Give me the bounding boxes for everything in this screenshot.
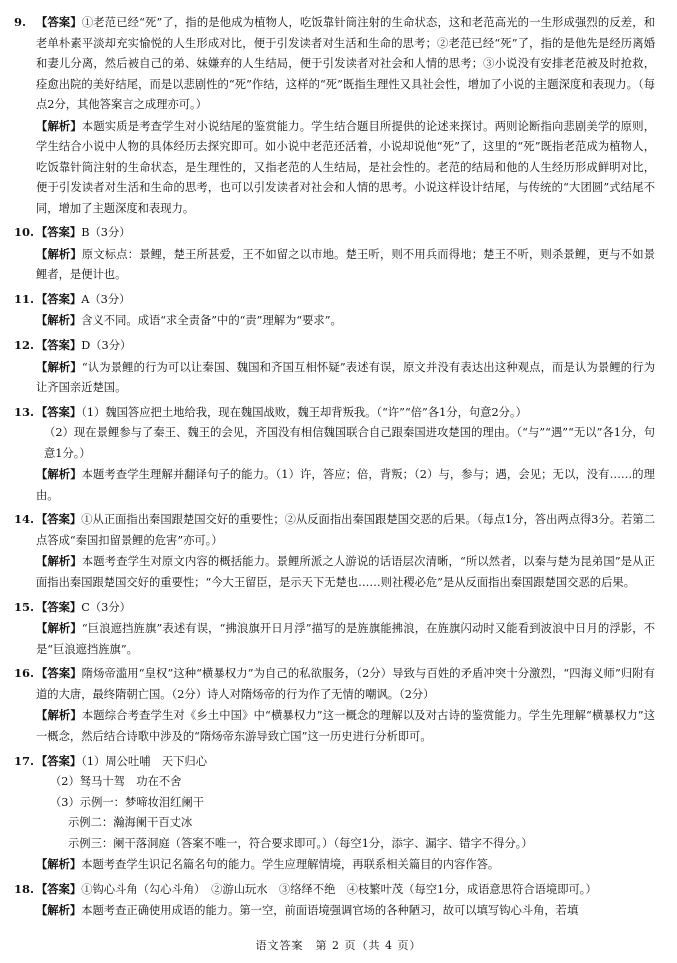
answer-paragraph — [36, 751, 655, 773]
question-body — [36, 597, 655, 661]
paragraph-text: A（3分） — [81, 292, 131, 306]
question-item — [14, 335, 655, 399]
analysis-tag: 【解析】 — [36, 467, 82, 482]
answer-tag: 【答案】 — [36, 291, 82, 306]
paragraph-text: （1）魏国答应把土地给我，现在魏国战败，魏王却背叛我。（“许”“倍”各1分，句意2分。） — [81, 405, 527, 419]
answer-tag: 【答案】 — [36, 666, 82, 681]
question-body — [36, 879, 655, 922]
analysis-paragraph — [36, 357, 655, 399]
question-number: 12. — [14, 338, 35, 353]
answer-paragraph — [36, 879, 655, 901]
question-body — [36, 222, 655, 286]
paragraph-text: 原文标点：景鲤，楚王所甚爱，王不如留之以市地。楚王听，则不用兵而得地；楚王不听，则杀景鲤，更与不如景鲤者，是便计也。 — [36, 247, 655, 282]
question-body — [36, 289, 655, 332]
question-number: 13. — [14, 404, 35, 419]
paragraph-text: B（3分） — [81, 226, 131, 240]
paragraph-text: 本题考查学生理解并翻译句子的能力。（1）许，答应；倍，背叛；（2）与，参与；遇，会见；无以，没有……的理由。 — [36, 468, 655, 502]
analysis-paragraph — [36, 854, 655, 876]
paragraph-text: 本题考查学生识记名篇名句的能力。学生应理解情境，再联系相关篇目的内容作答。 — [81, 858, 500, 871]
paragraph-text: ①钩心斗角（勾心斗角） ②游山玩水 ③络绎不绝 ④枝繁叶茂（每空1分，成语意思符合语境即可。） — [81, 882, 597, 896]
answer-paragraph — [36, 402, 655, 424]
analysis-paragraph — [36, 551, 655, 593]
paragraph-text: D（3分） — [81, 339, 132, 353]
answer-paragraph — [36, 793, 655, 814]
paragraph-text: 本题综合考查学生对《乡土中国》中“横暴权力”这一概念的理解以及对古诗的鉴赏能力。学生先理解“横暴权力”这一概念，然后结合诗歌中涉及的“隋炀帝东游导致亡国”这一历史进行分析即可。 — [36, 709, 655, 743]
analysis-tag: 【解析】 — [36, 903, 82, 918]
question-item — [14, 222, 655, 286]
paragraph-text: 本题考查正确使用成语的能力。第一空，前面语境强调官场的各种陋习，故可以填写钩心斗角，若填 — [81, 904, 579, 918]
question-number: 16. — [14, 666, 35, 681]
question-body — [36, 335, 655, 399]
paragraph-text: （2）驽马十驾 功在不舍 — [50, 775, 182, 788]
analysis-tag: 【解析】 — [36, 313, 82, 328]
analysis-paragraph — [36, 618, 655, 660]
paragraph-text: “认为景鲤的行为可以让秦国、魏国和齐国互相怀疑”表述有误，原文并没有表达出这种观点，而是认为景鲤的行为让齐国亲近楚国。 — [36, 360, 655, 395]
analysis-paragraph — [36, 310, 655, 332]
answer-paragraph — [36, 423, 655, 464]
analysis-paragraph — [36, 900, 655, 922]
question-number: 17. — [14, 753, 35, 768]
question-body — [36, 402, 655, 507]
question-number: 10. — [14, 225, 35, 240]
question-item — [14, 289, 655, 332]
analysis-tag: 【解析】 — [36, 359, 82, 374]
paragraph-text: “巨浪遮挡旌旗”表述有误，“拂浪旗开日月浮”描写的是旌旗能拂浪，在旌旗闪动时又能看到波浪中日月的浮影，不是“巨浪遮挡旌旗”。 — [36, 622, 655, 656]
paragraph-text: 含义不同。成语“求全责备”中的“责”理解为“要求”。 — [81, 314, 342, 328]
answer-paragraph — [36, 289, 655, 311]
answer-paragraph — [36, 509, 655, 551]
answer-paragraph — [36, 12, 655, 116]
analysis-paragraph — [36, 116, 655, 220]
question-body — [36, 663, 655, 747]
question-item — [14, 751, 655, 876]
question-item — [14, 663, 655, 747]
paragraph-text: 隋炀帝滥用“皇权”这种“横暴权力”为自己的私欲服务，（2分）导致与百姓的矛盾冲突十分激烈，“四海义师”归附有道的大唐，最终隋朝亡国。（2分）诗人对隋炀帝的行为作了无情的嘲讽。（2分） — [36, 667, 655, 701]
question-number: 11. — [14, 291, 35, 306]
analysis-tag: 【解析】 — [36, 118, 82, 133]
paragraph-text: （1）周公吐哺 天下归心 — [81, 754, 208, 768]
analysis-tag: 【解析】 — [36, 246, 82, 261]
answer-tag: 【答案】 — [36, 512, 82, 527]
answer-tag: 【答案】 — [36, 881, 82, 896]
answer-tag: 【答案】 — [36, 15, 82, 29]
answer-tag: 【答案】 — [36, 404, 82, 419]
answer-paragraph — [36, 663, 655, 705]
answer-paragraph — [36, 834, 655, 855]
answer-tag: 【答案】 — [36, 338, 82, 353]
analysis-tag: 【解析】 — [36, 708, 82, 723]
question-item — [14, 402, 655, 507]
paragraph-text: ①从正面指出秦国跟楚国交好的重要性；②从反面指出秦国跟楚国交恶的后果。（每点1分，答出两点得3分。若第二点答成“秦国扣留景鲤的危害”亦可。） — [36, 513, 655, 547]
paragraph-text: （2）现在景鲤参与了秦王、魏王的会见，齐国没有相信魏国联合自己跟秦国进攻楚国的理由。（“与”“遇”“无以”各1分，句意1分。） — [44, 426, 655, 460]
question-item — [14, 509, 655, 593]
question-number: 15. — [14, 599, 35, 614]
analysis-tag: 【解析】 — [36, 554, 82, 569]
paragraph-text: ①老范已经“死”了，指的是他成为植物人，吃饭靠针筒注射的生命状态，这和老范高光的一生形成强烈的反差，和老单朴素平淡却充实愉悦的人生形成对比，便于引发读者对生活和生命的思考；②老范已经“死”了，指的是他先是经历离婚和妻儿分离，然后被自己的弟、妹嫌弃的人生结局，便于引发读者对社会和人情的思考；③小说没有安排老范被及时抢救，痊愈出院的美好结尾，而是以悲剧性的“死”作结，这样的“死”既指生理性又具社会性，增加了小说的主题深度和表现力。（每点2分，其他答案言之成理亦可。） — [36, 16, 655, 111]
page-footer: 语文答案 第 2 页（共 4 页） — [255, 939, 422, 952]
answer-paragraph — [36, 222, 655, 244]
analysis-tag: 【解析】 — [36, 857, 82, 871]
question-item — [14, 879, 655, 922]
paragraph-text: （3）示例一：梦啼妆泪红阑干 — [50, 795, 205, 809]
paragraph-text: C（3分） — [81, 600, 131, 614]
paragraph-text: 本题考查学生对原文内容的概括能力。景鲤所派之人游说的话语层次清晰，“所以然者，以秦与楚为昆弟国”是从正面指出秦国跟楚国交好的重要性；“今大王留臣，是示天下无楚也……则社稷必危”是从反面指出秦国跟楚国交恶的后果。 — [36, 555, 655, 589]
question-number: 18. — [14, 881, 35, 896]
question-number: 14. — [14, 512, 35, 527]
paragraph-text: 示例三：阑干落洞庭（答案不唯一，符合要求即可。）（每空1分，添字、漏字、错字不得分。） — [68, 836, 533, 850]
analysis-paragraph — [36, 464, 655, 506]
answer-tag: 【答案】 — [36, 599, 82, 614]
analysis-paragraph — [36, 705, 655, 747]
answer-paragraph — [36, 335, 655, 357]
answer-paragraph — [36, 813, 655, 834]
analysis-paragraph — [36, 244, 655, 286]
question-item — [14, 597, 655, 661]
answer-list — [14, 12, 655, 922]
question-body — [36, 12, 655, 219]
question-item — [14, 12, 655, 219]
question-body — [36, 509, 655, 593]
answer-paragraph — [36, 772, 655, 793]
paragraph-text: 示例二：瀚海阑干百丈冰 — [68, 816, 193, 829]
answer-tag: 【答案】 — [36, 225, 82, 240]
analysis-tag: 【解析】 — [36, 621, 82, 636]
answer-paragraph — [36, 597, 655, 619]
paragraph-text: 本题实质是考查学生对小说结尾的鉴赏能力。学生结合题目所提供的论述来探讨。两则论断指向悲剧美学的原则，学生结合小说中人物的具体经历去探究即可。如小说中老范还活着，小说却说他“死”了，这里的“死”既指老范成为植物人，吃饭靠针筒注射的生命状态，是生理性的，又指老范的人生结局，是社会性的。老范的结局和他的人生经历形成鲜明对比，便于引发读者对生活和生命的思考，也可以引发读者对社会和人情的思考。小说这样设计结尾，与传统的“大团圆”式结尾不同，增加了主题深度和表现力。 — [36, 119, 655, 215]
question-body — [36, 751, 655, 876]
answer-tag: 【答案】 — [36, 753, 82, 768]
question-number: 9. — [14, 15, 27, 29]
